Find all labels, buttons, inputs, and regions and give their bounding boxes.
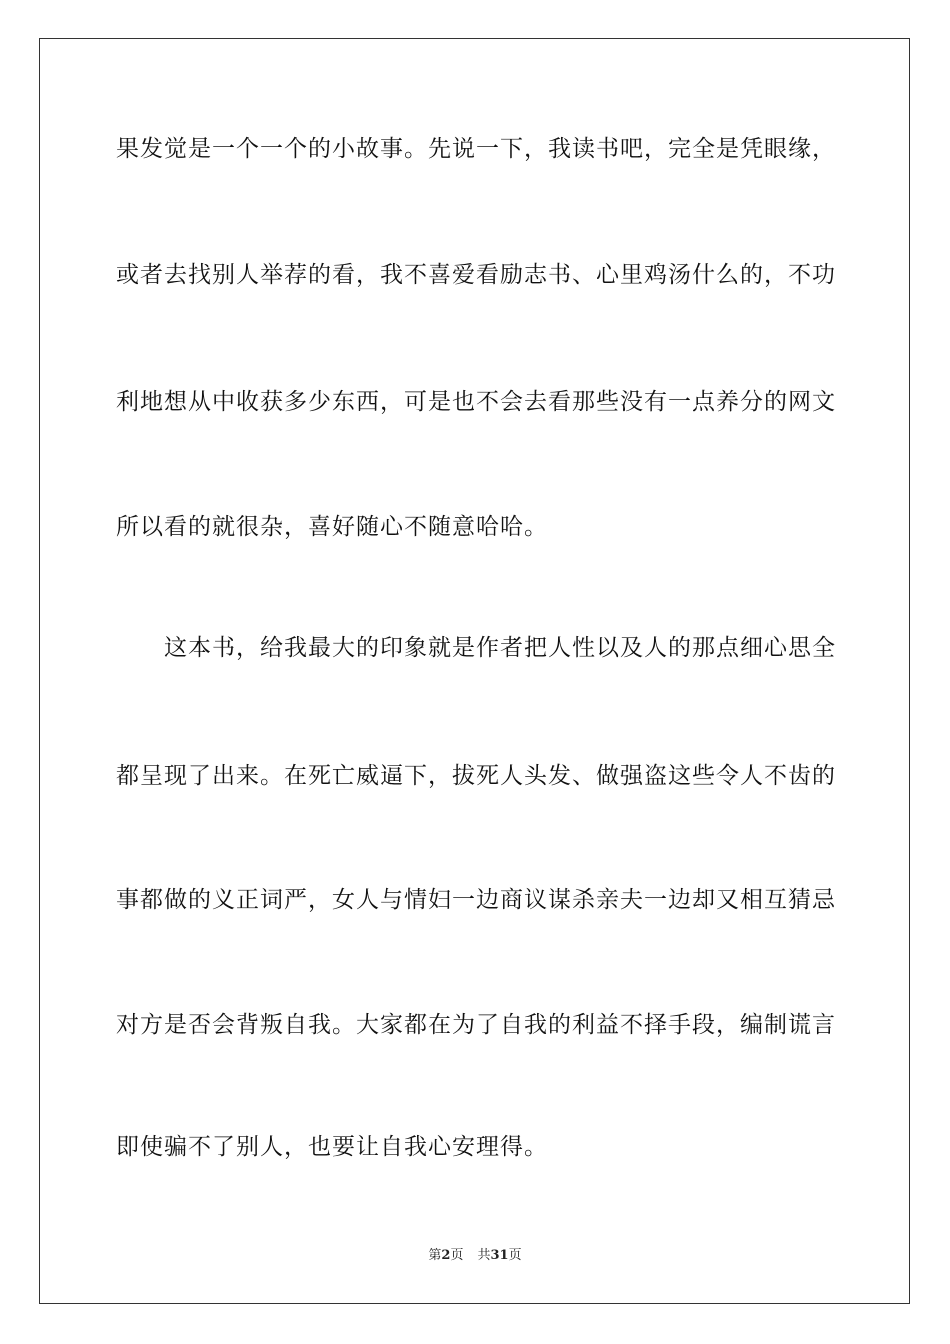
text-line: 利地想从中收获多少东西，可是也不会去看那些没有一点养分的网文 [116, 389, 836, 415]
text-line: 对方是否会背叛自我。大家都在为了自我的利益不择手段，编制谎言 [116, 1012, 836, 1038]
text-line: 果发觉是一个一个的小故事。先说一下，我读书吧，完全是凭眼缘， [116, 136, 836, 162]
text-line: 都呈现了出来。在死亡威逼下，拔死人头发、做强盗这些令人不齿的 [116, 763, 836, 789]
total-pages: 31 [490, 1248, 509, 1263]
text-line: 所以看的就很杂，喜好随心不随意哈哈。 [116, 514, 548, 540]
text-line: 或者去找别人举荐的看，我不喜爱看励志书、心里鸡汤什么的，不功 [116, 262, 836, 288]
page-number: 2 [441, 1248, 451, 1263]
page-suffix: 页 [450, 1248, 464, 1263]
paragraph-start-line: 这本书，给我最大的印象就是作者把人性以及人的那点细心思全 [164, 635, 836, 661]
text-line: 即使骗不了别人，也要让自我心安理得。 [116, 1134, 548, 1160]
page-border [39, 38, 910, 1304]
total-suffix: 页 [508, 1248, 522, 1263]
page-footer [0, 1247, 950, 1265]
page-prefix: 第 [428, 1248, 442, 1263]
text-line: 事都做的义正词严，女人与情妇一边商议谋杀亲夫一边却又相互猜忌 [116, 887, 836, 913]
total-prefix: 共 [477, 1248, 491, 1263]
